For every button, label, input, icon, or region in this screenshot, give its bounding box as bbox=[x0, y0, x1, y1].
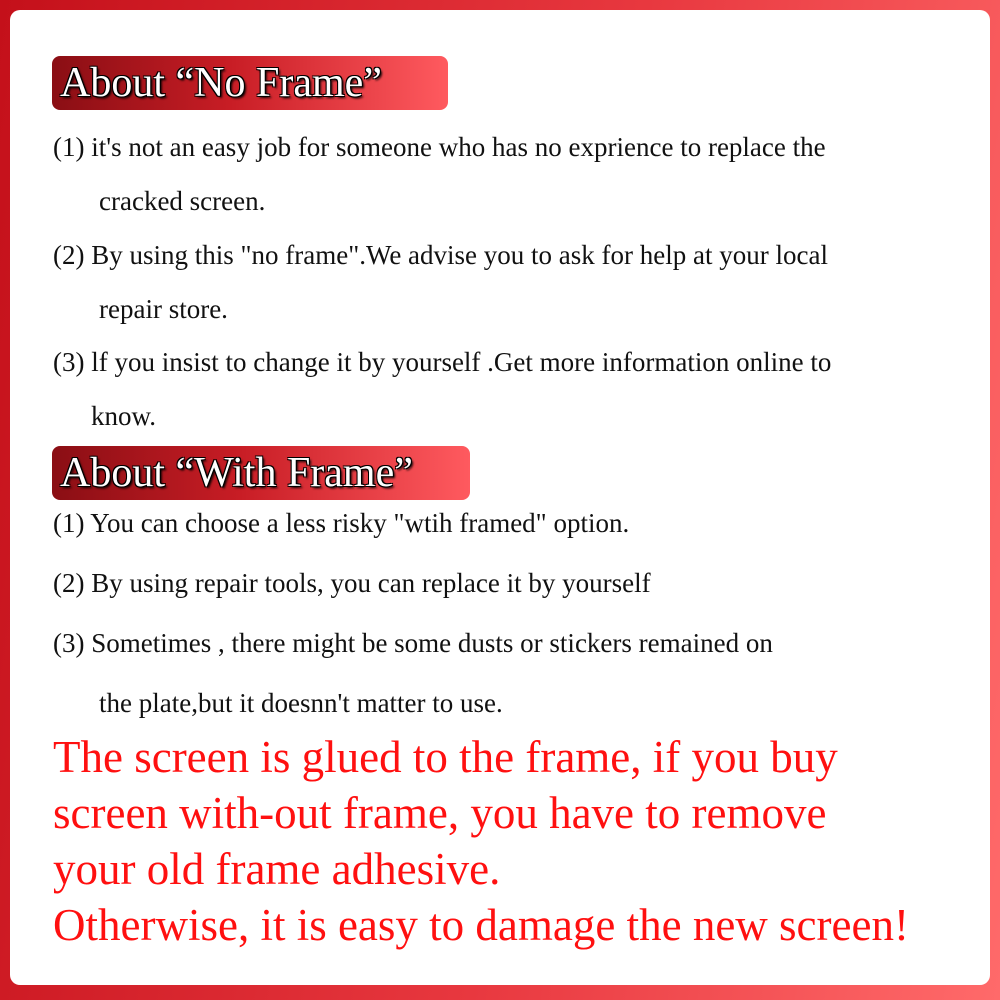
notice-line-4: Otherwise, it is easy to damage the new screen! bbox=[53, 900, 909, 950]
notice-line-3: your old frame adhesive. bbox=[53, 844, 501, 894]
no-frame-item-3-cont: know. bbox=[91, 401, 156, 431]
no-frame-item-1-cont: cracked screen. bbox=[99, 186, 266, 216]
notice-line-1: The screen is glued to the frame, if you buy bbox=[53, 732, 838, 782]
with-frame-header: About “With Frame” bbox=[52, 446, 470, 500]
with-frame-item-3: (3) Sometimes , there might be some dusts or stickers remained on bbox=[53, 628, 773, 658]
with-frame-item-1: (1) You can choose a less risky "wtih framed" option. bbox=[53, 508, 630, 538]
with-frame-item-3-cont: the plate,but it doesnn't matter to use. bbox=[99, 688, 503, 718]
with-frame-item-2: (2) By using repair tools, you can replace it by yourself bbox=[53, 568, 651, 598]
no-frame-item-2-cont: repair store. bbox=[99, 294, 228, 324]
no-frame-item-2: (2) By using this "no frame".We advise you to ask for help at your local bbox=[53, 240, 828, 270]
no-frame-item-3: (3) lf you insist to change it by yourself .Get more information online to bbox=[53, 347, 832, 377]
notice-line-2: screen with-out frame, you have to remove bbox=[53, 788, 827, 838]
no-frame-item-1: (1) it's not an easy job for someone who has no exprience to replace the bbox=[53, 132, 826, 162]
no-frame-header: About “No Frame” bbox=[52, 56, 448, 110]
